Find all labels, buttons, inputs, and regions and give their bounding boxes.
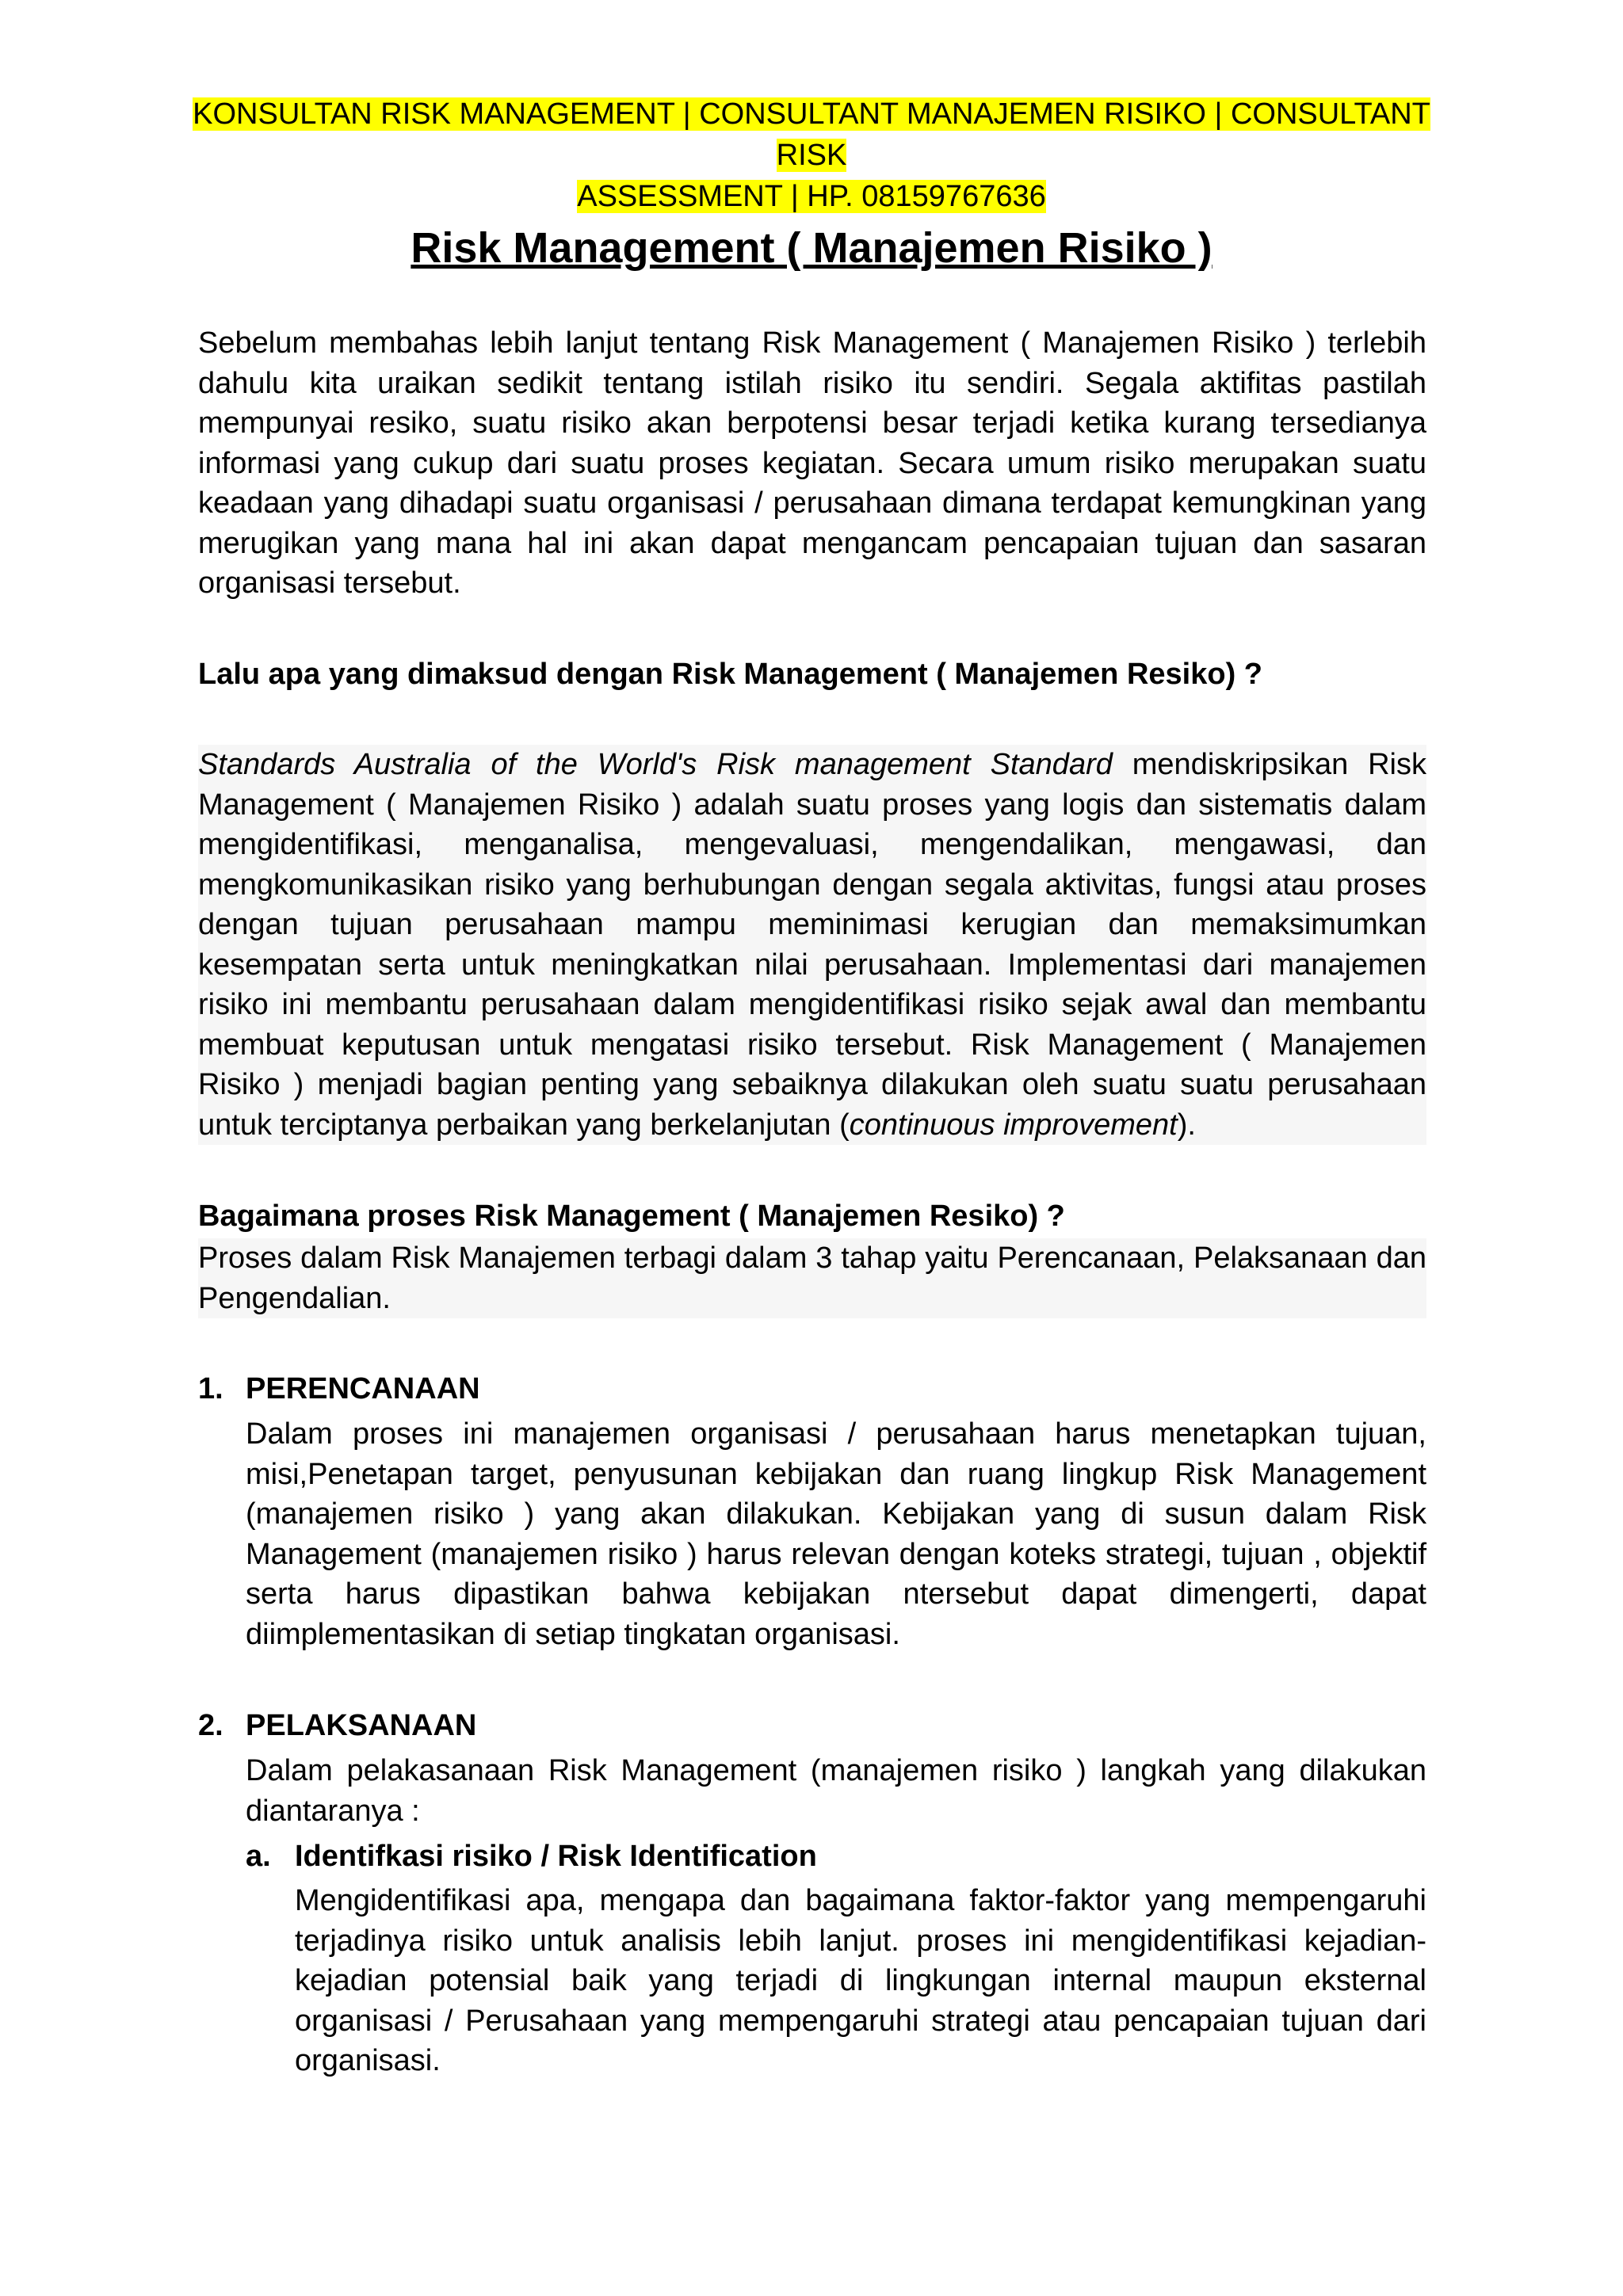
step1-body: Dalam proses ini manajemen organisasi / perusahaan harus menetapkan tujuan, misi,Penetapan target, penyusunan kebijakan dan ruang lingkup Risk Management (manajemen risiko ) yang akan dilakukan. Kebijakan yang di susun dalam Risk Management (manajemen risiko ) harus relevan dengan koteks strategi, tujuan , objektif serta harus dipastikan bahwa kebijakan ntersebut dapat dimengerti, dapat diimplementasikan di setiap tingkatan organisasi. (246, 1417, 1426, 1651)
step2-body: Dalam pelakasanaan Risk Management (manajemen risiko ) langkah yang dilakukan diantaranya : (246, 1754, 1426, 1828)
contact-banner (158, 93, 1465, 217)
section1-heading: Lalu apa yang dimaksud dengan Risk Management ( Manajemen Resiko) ? (198, 658, 1262, 691)
banner-line-1: KONSULTAN RISK MANAGEMENT | CONSULTANT MANAJEMEN RISIKO | CONSULTANT RISK (193, 97, 1430, 172)
substep-a-letter: a. (246, 1840, 271, 1873)
step2-label: PELAKSANAAN (246, 1709, 477, 1742)
step1-label: PERENCANAAN (246, 1372, 480, 1405)
intro-paragraph: Sebelum membahas lebih lanjut tentang Risk Management ( Manajemen Risiko ) terlebih dahulu kita uraikan sedikit tentang istilah risiko itu sendiri. Segala aktifitas pastilah mempunyai resiko, suatu risiko akan berpotensi besar terjadi ketika kurang tersedianya informasi yang cukup dari suatu proses kegiatan. Secara umum risiko merupakan suatu keadaan yang dihadapi suatu organisasi / perusahaan dimana terdapat kemungkinan yang merugikan yang mana hal ini akan dapat mengancam pencapaian tujuan dan sasaran organisasi tersebut. (198, 326, 1426, 600)
page-title: Risk Management ( Manajemen Risiko ) (411, 224, 1212, 272)
section2-heading: Bagaimana proses Risk Management ( Manajemen Resiko) ? (198, 1199, 1065, 1233)
section2-paragraph: Proses dalam Risk Manajemen terbagi dalam 3 tahap yaitu Perencanaan, Pelaksanaan dan Pengendalian. (198, 1238, 1426, 1318)
banner-line-2: ASSESSMENT | HP. 08159767636 (577, 180, 1046, 213)
section1-paragraph (198, 745, 1426, 1145)
substep-a-body: Mengidentifikasi apa, mengapa dan bagaimana faktor-faktor yang mempengaruhi terjadinya risiko untuk analisis lebih lanjut. proses ini mengidentifikasi kejadian-kejadian potensial baik yang terjadi di lingkungan internal maupun eksternal organisasi / Perusahaan yang mempengaruhi strategi atau pencapaian tujuan dari organisasi. (295, 1884, 1426, 2077)
section1-body-end: ). (1177, 1108, 1196, 1142)
step2-number: 2. (198, 1709, 223, 1742)
continuous-improvement-term: continuous improvement (849, 1108, 1178, 1142)
section1-body: mendiskripsikan Risk Management ( Manajemen Risiko ) adalah suatu proses yang logis dan sistematis dalam mengidentifikasi, menganalisa, mengevaluasi, mengendalikan, mengawasi, dan mengkomunikasikan risiko yang berhubungan dengan segala aktivitas, fungsi atau proses dengan tujuan perusahaan mampu meminimasi kerugian dan memaksimumkan kesempatan serta untuk meningkatkan nilai perusahaan. Implementasi dari manajemen risiko ini membantu perusahaan dalam mengidentifikasi risiko sejak awal dan membantu membuat keputusan untuk mengatasi risiko tersebut. Risk Management ( Manajemen Risiko ) menjadi bagian penting yang sebaiknya dilakukan oleh suatu suatu perusahaan untuk terciptanya perbaikan yang berkelanjutan ( (198, 748, 1426, 1142)
standard-name: Standards Australia of the World's Risk management Standard (198, 748, 1113, 781)
step1-number: 1. (198, 1372, 223, 1405)
substep-a-label: Identifkasi risiko / Risk Identification (295, 1840, 817, 1873)
